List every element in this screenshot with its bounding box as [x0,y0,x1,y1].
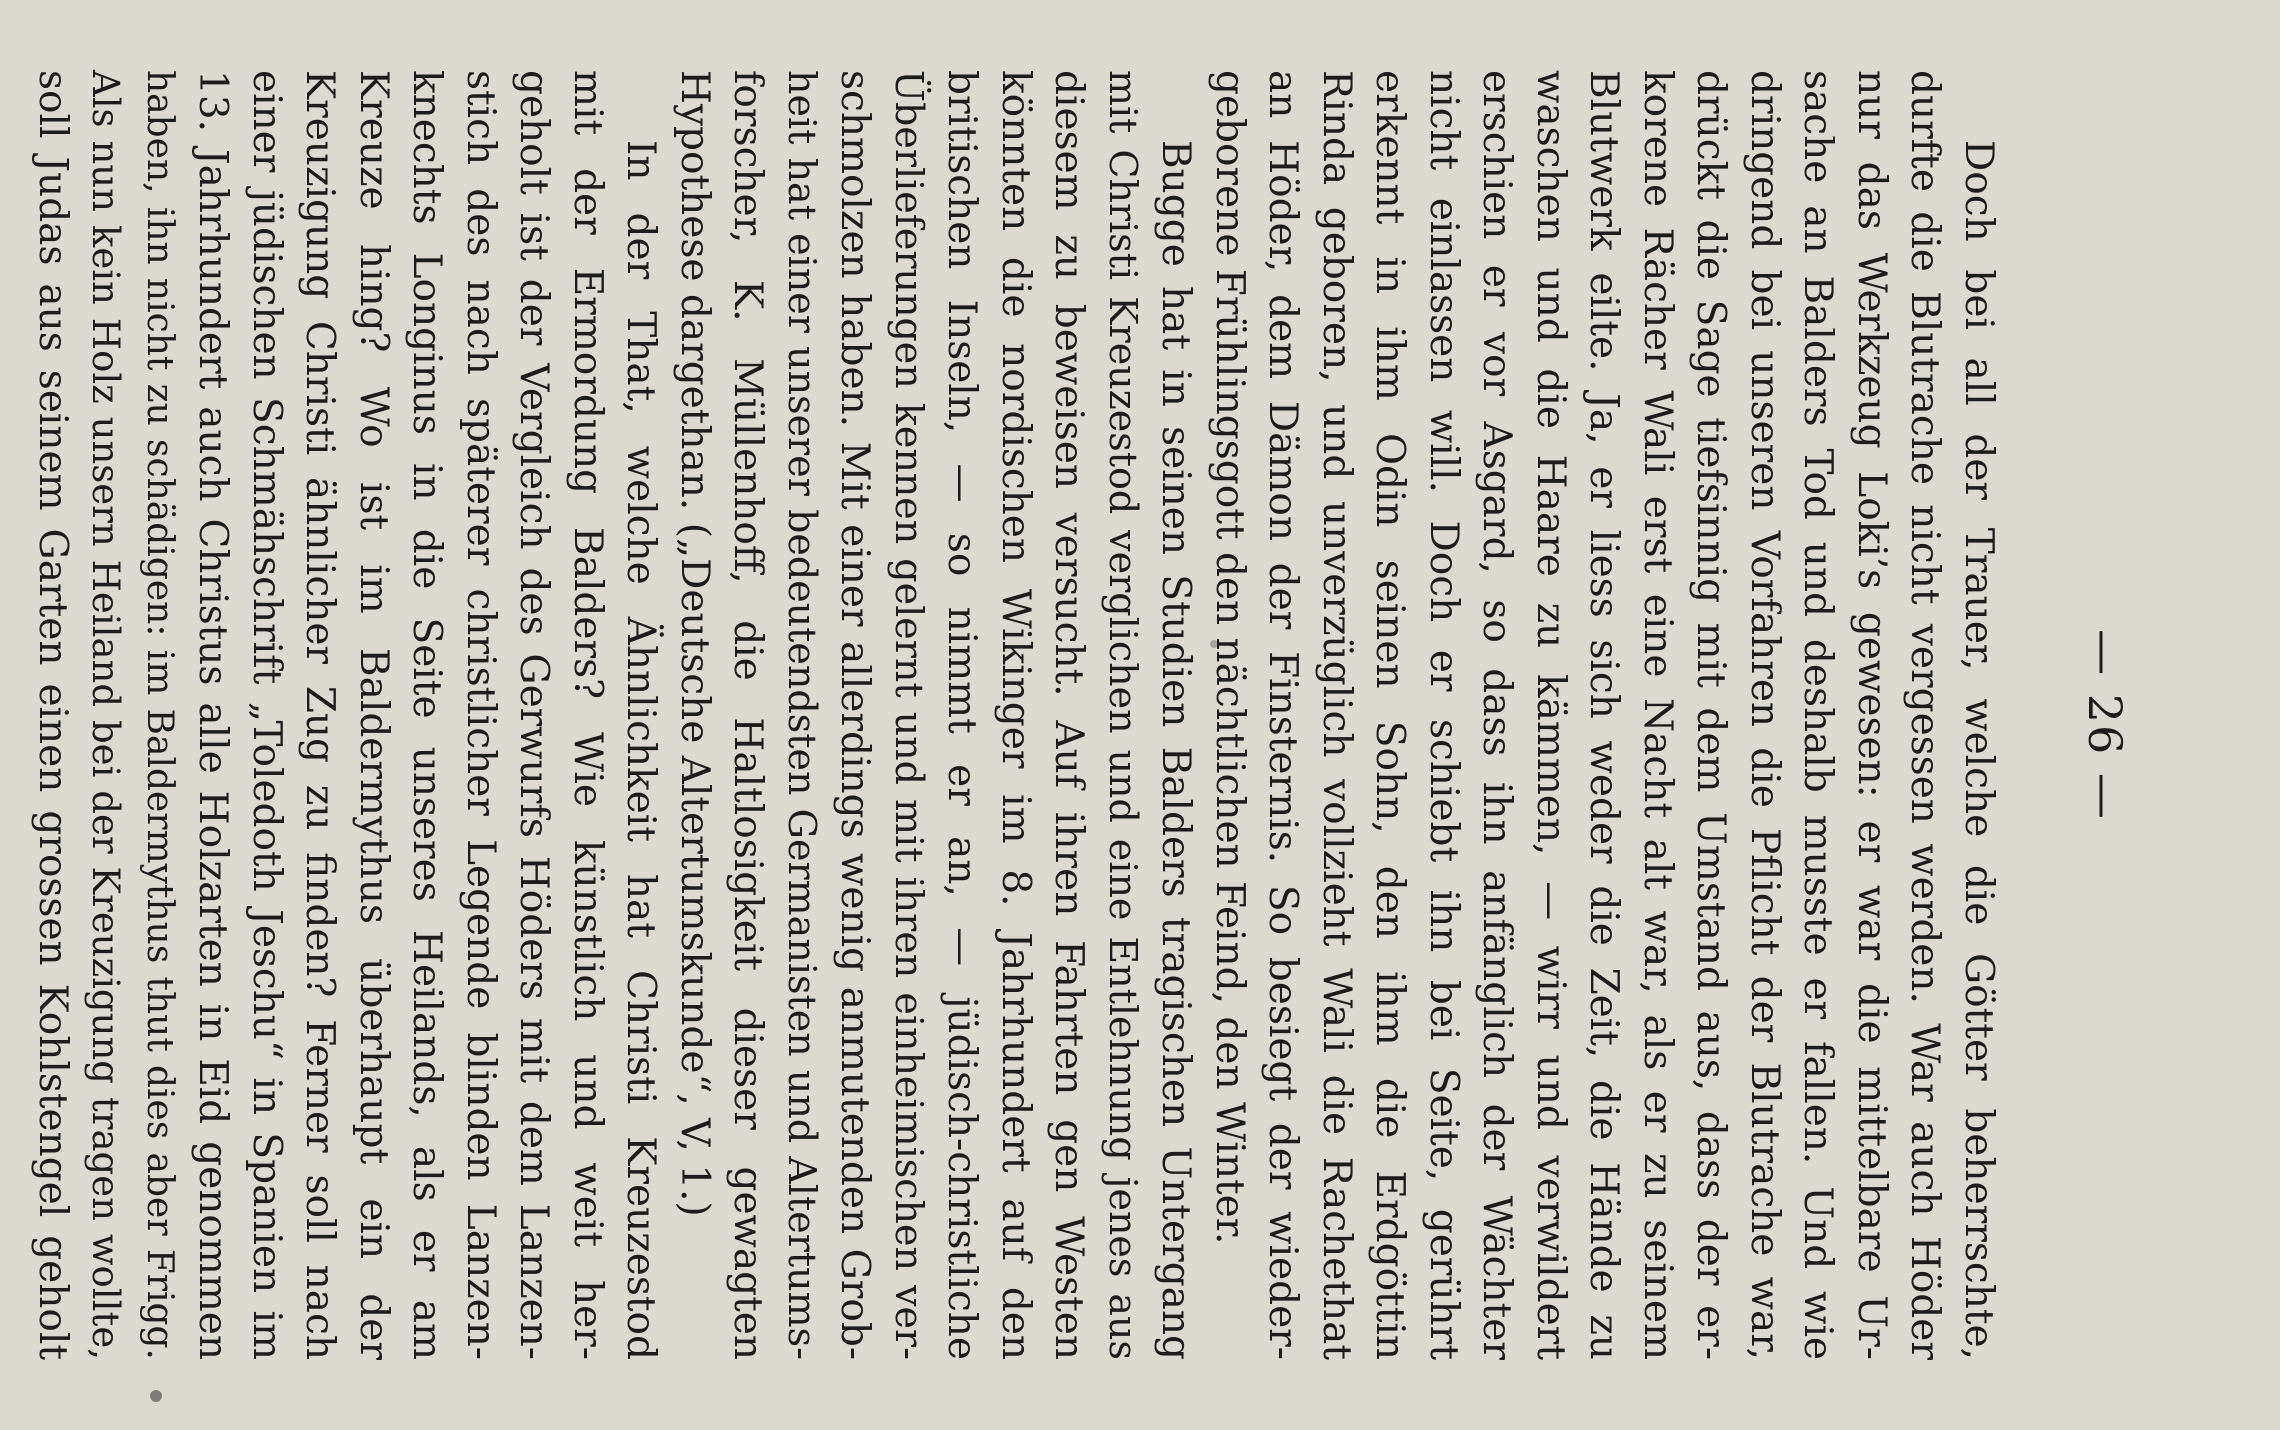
text-line: korene Rächer Wali erst eine Nacht alt war, als er zu seinem [1635,70,1680,1360]
text-line: nur das Werkzeug Loki’s gewesen: er war die mittelbare Ur- [1849,70,1894,1360]
text-line: an Höder, dem Dämon der Finsternis. So besiegt der wieder- [1260,70,1306,1360]
text-line: durfte die Blutrache nicht vergessen werden. War auch Höder [1902,70,1948,1360]
text-line: Hypothese dargethan. („Deutsche Altertumskunde“, V, 1.) [672,70,717,1217]
text-line: erschien er vor Asgard, so dass ihn anfänglich der Wächter [1474,70,1520,1360]
text-line: geholt ist der Vergleich des Gerwurfs Höders mit dem Lanzen- [511,70,557,1360]
text-line: stich des nach späterer christlicher Legende blinden Lanzen- [458,70,503,1360]
text-line: mit der Ermordung Balders? Wie künstlich und weit her- [565,70,610,1360]
text-line: heit hat einer unserer bedeutendsten Germanisten und Altertums- [780,70,824,1360]
text-line: Kreuze hing? Wo ist im Baldermythus überhaupt ein der [351,70,396,1360]
text-line: mit Christi Kreuzestod verglichen und eine Entlehnung jenes aus [1101,70,1145,1360]
text-line: forscher, K. Müllenhoff, die Haltlosigkeit dieser gewagten [725,70,771,1360]
page-number: — 26 — [2078,629,2132,821]
body-text-column [26,70,2006,1360]
text-line: knechts Longinus in die Seite unseres Heilands, als er am [404,70,450,1360]
text-line: soll Judas aus seinem Garten einen grossen Kohlstengel geholt [30,70,75,1360]
text-line: Doch bei all der Trauer, welche die Götter beherrschte, [1956,140,2001,1360]
ink-speck [150,1390,162,1402]
text-line: Als nun kein Holz unsern Heiland bei der Kreuzigung tragen wollte, [84,70,128,1360]
text-line: diesem zu beweisen versucht. Auf ihren Fahrten gen Westen [1046,70,1092,1360]
text-line: geborene Frühlingsgott den nächtlichen Feind, den Winter. [1207,70,1252,1245]
text-line: 13. Jahrhundert auch Christus alle Holzarten in Eid genommen [190,70,236,1360]
text-line: Überlieferungen kennen gelernt und mit ihren einheimischen ver- [887,70,931,1360]
text-line: schmolzen haben. Mit einer allerdings wenig anmutenden Grob- [832,70,878,1360]
text-line: erkennt in ihm Odin seinen Sohn, den ihm die Erdgöttin [1367,70,1413,1360]
text-line: In der That, welche Ähnlichkeit hat Christi Kreuzestod [618,140,664,1360]
text-line: Rinda geboren, und unverzüglich vollzieht Wali die Rachethat [1314,70,1359,1360]
text-line: könnten die nordischen Wikinger im 8. Jahrhundert auf den [993,70,1038,1360]
text-line: einer jüdischen Schmähschrift „Toledoth Jeschu“ in Spanien im [244,70,289,1360]
text-line: Blutwerk eilte. Ja, er liess sich weder die Zeit, die Hände zu [1581,70,1627,1360]
text-line: Kreuzigung Christi ähnlicher Zug zu finden? Ferner soll nach [297,70,343,1360]
text-line: sache an Balders Tod und deshalb musste er fallen. Und wie [1795,70,1841,1360]
text-line: dringend bei unseren Vorfahren die Pflicht der Blutrache war, [1742,70,1787,1360]
text-line: britischen Inseln, — so nimmt er an, — jüdisch-christliche [939,70,985,1360]
text-line: nicht einlassen will. Doch er schiebt ihn bei Seite, gerührt [1421,70,1466,1360]
text-line: haben, ihn nicht zu schädigen: im Baldermythus thut dies aber Frigg. [139,70,180,1360]
text-line: Bugge hat in seinen Studien Balders tragischen Untergang [1153,140,1199,1360]
text-line: drückt die Sage tiefsinnig mit dem Umstand aus, dass der er- [1688,70,1734,1360]
rotated-book-page [30,60,2140,1390]
text-line: waschen und die Haare zu kämmen, — wirr und verwildert [1528,70,1573,1360]
